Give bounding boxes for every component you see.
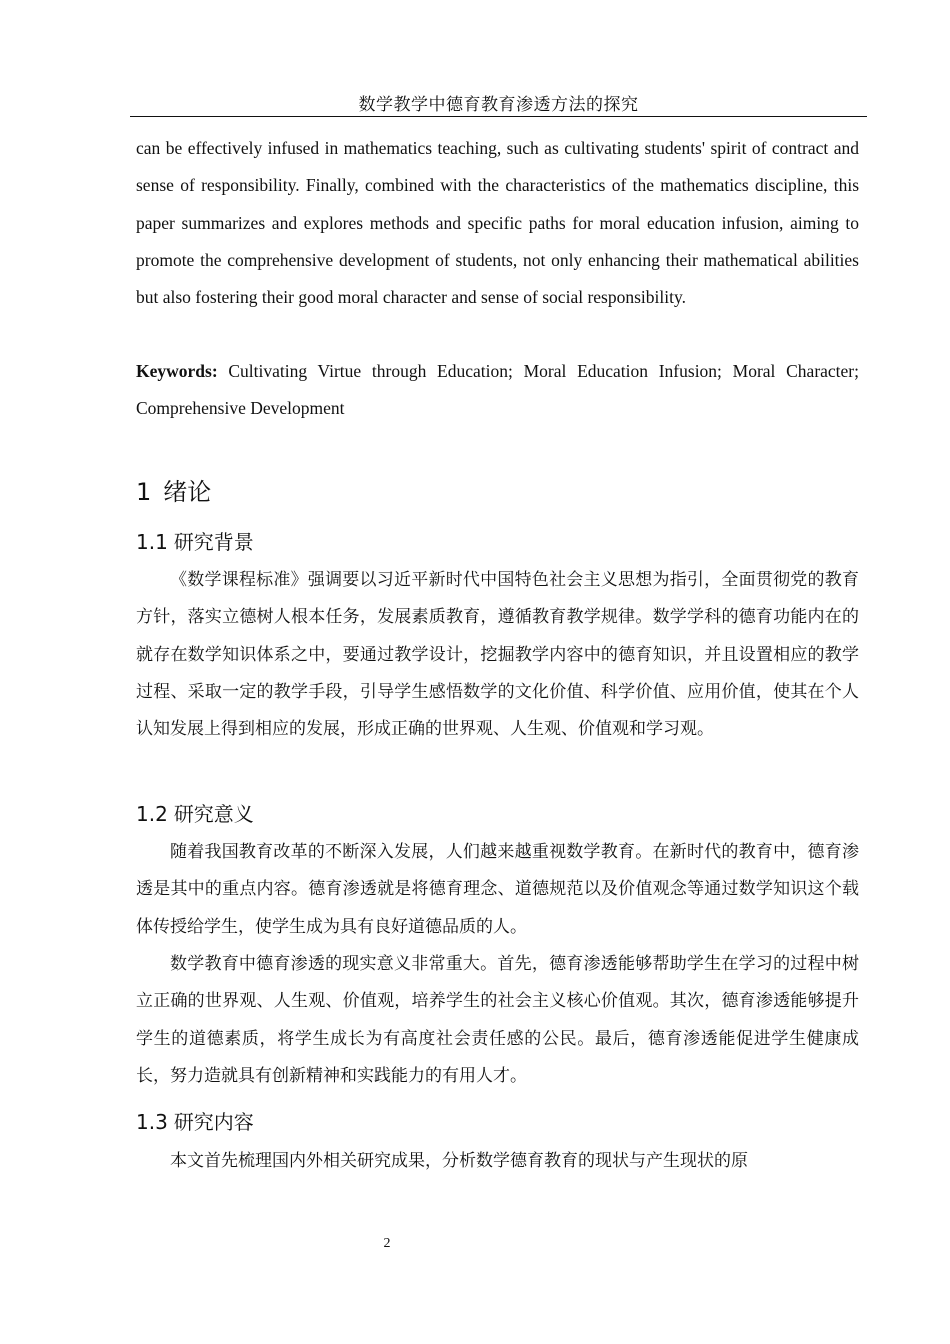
section-title: 研究意义 (173, 802, 254, 826)
keywords-line (136, 353, 859, 428)
section-number: 1.3 (136, 1110, 168, 1134)
chapter-heading (136, 476, 211, 508)
section-heading-1-1 (136, 528, 254, 556)
keywords-text: Cultivating Virtue through Education; Moral Education Infusion; Moral Character; Comprehensive Development (136, 361, 859, 419)
chapter-title: 绪论 (163, 478, 212, 506)
chapter-number: 1 (136, 478, 152, 506)
paragraph-1-2-2: 数学教育中德育渗透的现实意义非常重大。首先，德育渗透能够帮助学生在学习的过程中树立正确的世界观、人生观、价值观，培养学生的社会主义核心价值观。其次，德育渗透能够提升学生的道德素质，将学生成长为有高度社会责任感的公民。最后，德育渗透能促进学生健康成长，努力造就具有创新精神和实践能力的有用人才。 (136, 954, 859, 1086)
section-title: 研究内容 (173, 1110, 254, 1134)
section-heading-1-3 (136, 1108, 254, 1136)
paragraph-1-2-1: 随着我国教育改革的不断深入发展，人们越来越重视数学教育。在新时代的教育中，德育渗透是其中的重点内容。德育渗透就是将德育理念、道德规范以及价值观念等通过数学知识这个载体传授给学生，使学生成为具有良好道德品质的人。 (136, 842, 859, 937)
paragraph-1-1-1: 《数学课程标准》强调要以习近平新时代中国特色社会主义思想为指引，全面贯彻党的教育方针，落实立德树人根本任务，发展素质教育，遵循教育教学规律。数学学科的德育功能内在的就存在数学知识体系之中，要通过教学设计，挖掘教学内容中的德育知识，并且设置相应的教学过程、采取一定的教学手段，引导学生感悟数学的文化价值、科学价值、应用价值，使其在个人认知发展上得到相应的发展，形成正确的世界观、人生观、价值观和学习观。 (136, 570, 859, 740)
keywords-label: Keywords: (136, 361, 218, 381)
header-rule (130, 116, 867, 117)
abstract-text: can be effectively infused in mathematics teaching, such as cultivating students' spirit of contract and sense of responsibility. Finally, combined with the characteristics of the mathematics discipline, this paper summarizes and explores methods and specific paths for moral education infusion, aiming to promote the comprehensive development of students, not only enhancing their mathematical abilities but also fostering their good moral character and sense of social responsibility. (136, 138, 859, 308)
paragraph-1-3-1: 本文首先梳理国内外相关研究成果，分析数学德育教育的现状与产生现状的原 (170, 1151, 748, 1171)
running-header: 数学教学中德育教育渗透方法的探究 (358, 95, 639, 115)
section-heading-1-2 (136, 800, 254, 828)
section-number: 1.1 (136, 530, 168, 554)
section-title: 研究背景 (173, 530, 254, 554)
page-number: 2 (383, 1236, 391, 1251)
section-number: 1.2 (136, 802, 168, 826)
